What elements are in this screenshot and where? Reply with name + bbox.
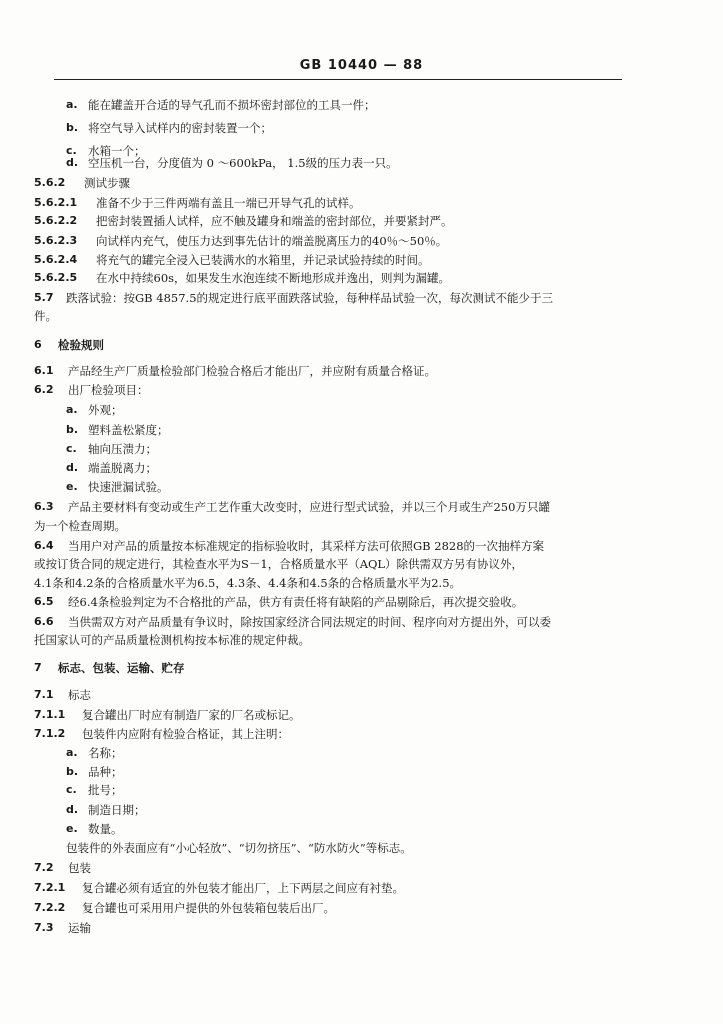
clause-number: b. xyxy=(66,765,79,778)
clause-text: 产品经生产厂质量检验部门检验合格后才能出厂，并应附有质量合格证。 xyxy=(68,364,436,378)
clause-text: 品种； xyxy=(88,765,123,779)
clause-text: 产品主要材料有变动或生产工艺作重大改变时，应进行型式试验，并以三个月或生产250万只罐 xyxy=(68,500,550,514)
clause-number: 6.2 xyxy=(34,383,54,396)
clause-text: 包装 xyxy=(68,861,91,875)
clause-text: 快速泄漏试验。 xyxy=(88,480,169,494)
clause-text: 水箱一个； xyxy=(88,144,146,158)
clause-text: 出厂检验项目： xyxy=(68,383,149,397)
clause-text: 测试步骤 xyxy=(84,176,130,190)
clause-text: 包装件的外表面应有“小心轻放”、“切勿挤压”、“防水防火”等标志。 xyxy=(66,841,412,855)
clause-text: 准备不少于三件两端有盖且一端已开导气孔的试样。 xyxy=(96,196,361,210)
clause-text: 复合罐也可采用用户提供的外包装箱包装后出厂。 xyxy=(82,901,335,915)
clause-number: 7.1.2 xyxy=(34,727,66,740)
clause-text: 把密封装置插人试样，应不触及罐身和端盖的密封部位，并要紧封严。 xyxy=(96,214,453,228)
clause-number: 7 xyxy=(34,661,42,674)
clause-number: a. xyxy=(66,403,78,416)
clause-text: 将空气导入试样内的密封装置一个； xyxy=(88,121,272,135)
clause-text: 跌落试验：按GB 4857.5的规定进行底平面跌落试验，每种样品试验一次，每次测试不能少于三 xyxy=(66,291,554,305)
clause-number: 7.2.2 xyxy=(34,901,66,914)
clause-number: e. xyxy=(66,822,78,835)
clause-text: 4.1条和4.2条的合格质量水平为6.5，4.3条、4.4条和4.5条的合格质量水平为2.5。 xyxy=(34,576,462,590)
clause-text: 件。 xyxy=(34,309,57,323)
clause-number: 6 xyxy=(34,338,42,351)
clause-number: 5.6.2.5 xyxy=(34,271,78,284)
clause-number: d. xyxy=(66,156,79,169)
clause-text: 为一个检查周期。 xyxy=(34,519,126,533)
clause-text: 复合罐出厂时应有制造厂家的厂名或标记。 xyxy=(82,708,301,722)
clause-number: 7.2.1 xyxy=(34,881,66,894)
clause-text: 端盖脱离力； xyxy=(88,461,157,475)
clause-text: 标志 xyxy=(68,688,91,702)
clause-number: 7.1 xyxy=(34,688,54,701)
clause-number: c. xyxy=(66,783,77,796)
clause-text: 向试样内充气，使压力达到事先估计的端盖脱离压力的40％～50％。 xyxy=(96,234,448,248)
section-heading: 标志、包装、运输、贮存 xyxy=(58,661,185,675)
clause-number: e. xyxy=(66,480,78,493)
clause-number: a. xyxy=(66,98,78,111)
clause-text: 外观； xyxy=(88,403,123,417)
clause-text: 轴向压溃力； xyxy=(88,442,157,456)
clause-number: 6.6 xyxy=(34,615,54,628)
clause-number: 5.6.2.4 xyxy=(34,253,78,266)
clause-number: 6.5 xyxy=(34,595,54,608)
clause-number: 7.2 xyxy=(34,861,54,874)
clause-number: 6.3 xyxy=(34,500,54,513)
clause-text: 批号； xyxy=(88,783,123,797)
clause-number: 6.1 xyxy=(34,364,54,377)
clause-text: 塑料盖松紧度； xyxy=(88,423,169,437)
clause-number: d. xyxy=(66,461,79,474)
header-rule xyxy=(54,79,622,80)
section-heading: 检验规则 xyxy=(58,338,104,352)
clause-number: c. xyxy=(66,144,77,157)
clause-number: 6.4 xyxy=(34,539,54,552)
clause-text: 制造日期； xyxy=(88,803,146,817)
clause-number: b. xyxy=(66,121,79,134)
clause-text: 包装件内应附有检验合格证，其上注明： xyxy=(82,727,289,741)
clause-number: 5.6.2.2 xyxy=(34,214,78,227)
clause-text: 当用户对产品的质量按本标准规定的指标验收时，其采样方法可依照GB 2828的一次抽样方案 xyxy=(68,539,545,553)
clause-text: 经6.4条检验判定为不合格批的产品，供方有责任将有缺陷的产品剔除后，再次提交验收。 xyxy=(68,595,524,609)
clause-text: 托国家认可的产品质量检测机构按本标准的规定仲裁。 xyxy=(34,633,310,647)
clause-text: 当供需双方对产品质量有争议时，除按国家经济合同法规定的时间、程序向对方提出外，可以委 xyxy=(68,615,551,629)
clause-number: 5.6.2 xyxy=(34,176,66,189)
clause-text: 名称； xyxy=(88,746,123,760)
clause-number: 7.3 xyxy=(34,921,54,934)
standard-code-header: GB 10440 — 88 xyxy=(299,58,424,73)
clause-text: 将充气的罐完全浸入已装满水的水箱里，并记录试验持续的时间。 xyxy=(96,253,430,267)
clause-number: d. xyxy=(66,803,79,816)
clause-number: b. xyxy=(66,423,79,436)
clause-number: 5.6.2.1 xyxy=(34,196,78,209)
clause-text: 空压机一台，分度值为 0 ～600kPa， 1.5级的压力表一只。 xyxy=(88,156,398,170)
clause-number: a. xyxy=(66,746,78,759)
clause-number: 5.6.2.3 xyxy=(34,234,78,247)
clause-text: 复合罐必须有适宜的外包装才能出厂，上下两层之间应有衬垫。 xyxy=(82,881,404,895)
clause-number: c. xyxy=(66,442,77,455)
clause-text: 在水中持续60s，如果发生水泡连续不断地形成并逸出，则判为漏罐。 xyxy=(96,271,451,285)
clause-number: 7.1.1 xyxy=(34,708,66,721)
clause-number: 5.7 xyxy=(34,291,54,304)
clause-text: 能在罐盖开合适的导气孔而不损坏密封部位的工具一件； xyxy=(88,98,376,112)
clause-text: 或按订货合同的规定进行，其检查水平为S－1，合格质量水平（AQL）除供需双方另有协议外， xyxy=(34,557,524,571)
clause-text: 运输 xyxy=(68,921,91,935)
clause-text: 数量。 xyxy=(88,822,123,836)
